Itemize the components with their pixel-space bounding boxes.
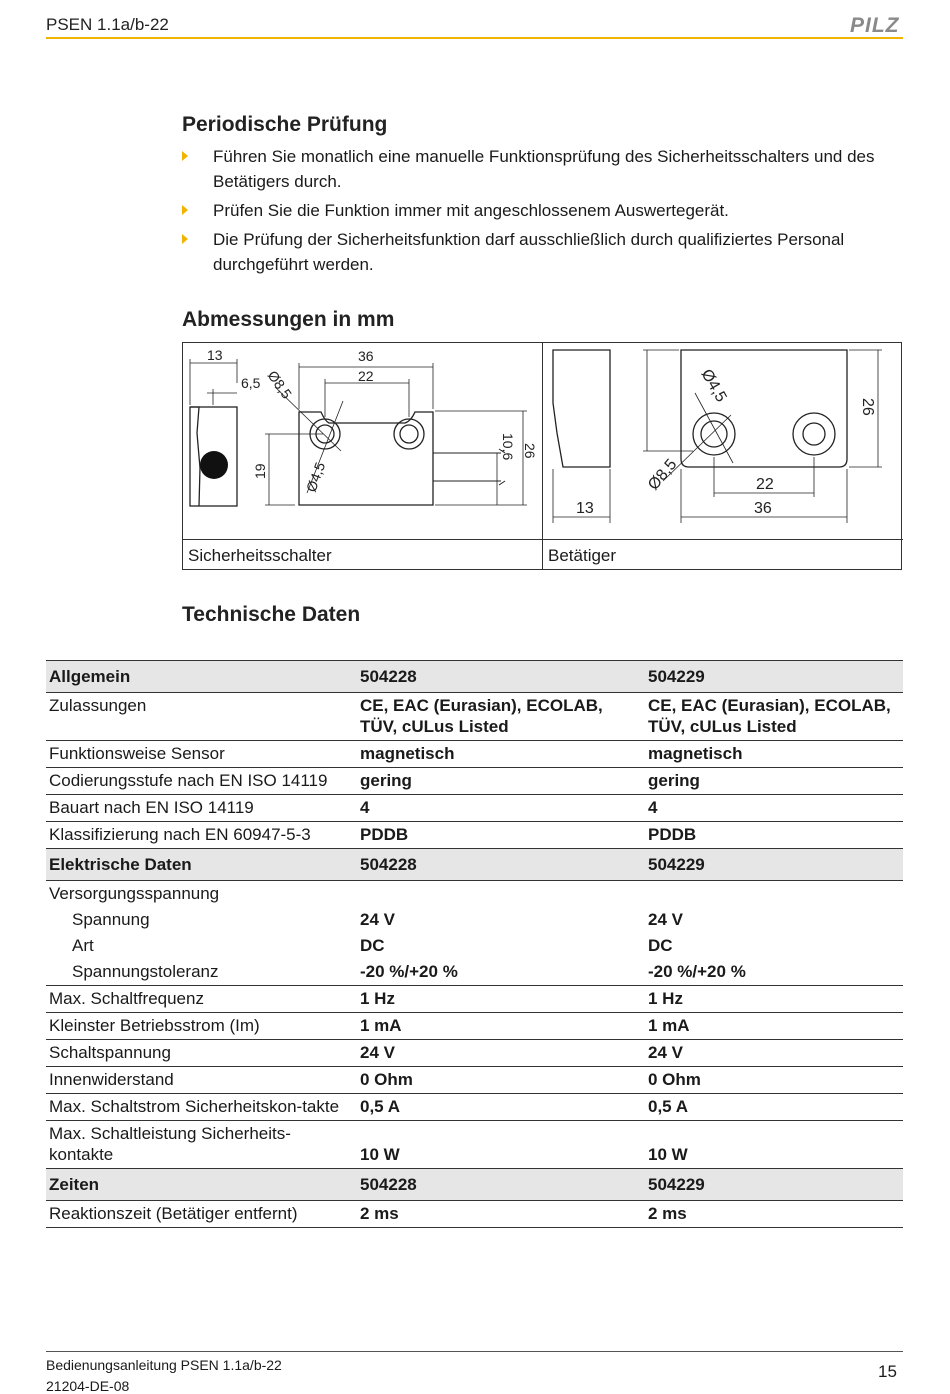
row-value: 10 W [643,1121,903,1169]
row-value: 4 [355,795,643,822]
footer-doc-code: 21204-DE-08 [46,1378,130,1394]
row-value: DC [648,936,673,955]
table-row [46,795,903,822]
header-rule [46,37,903,39]
table-row [46,1040,903,1067]
row-label: Schaltspannung [46,1040,355,1067]
bullet-arrow-icon [182,151,188,161]
row-value: CE, EAC (Eurasian), ECOLAB, TÜV, cULus Listed [643,693,903,741]
row-value: 24 V [648,910,683,929]
table-row [46,1121,903,1169]
table-row [46,1067,903,1094]
list-item [182,144,904,194]
column-header: 504229 [643,849,903,881]
row-value: 24 V [360,910,395,929]
dim-6-5: 6,5 [241,375,261,391]
row-label: Max. Schaltstrom Sicherheitskon-takte [46,1094,355,1121]
row-label: Kleinster Betriebsstrom (Im) [46,1013,355,1040]
row-label: Versorgungsspannung [49,884,220,903]
section-row-general [46,661,903,693]
row-value: -20 %/+20 % [643,959,903,986]
table-subrow [46,907,903,933]
table-row [46,693,903,741]
row-label: Max. Schaltfrequenz [46,986,355,1013]
dims-divider-horizontal [183,539,903,540]
row-value: 2 ms [355,1201,643,1228]
table-row [46,986,903,1013]
list-item [182,227,904,277]
row-value: 4 [643,795,903,822]
row-value: 1 Hz [643,986,903,1013]
technical-data-table [46,660,903,1228]
dimensions-heading: Abmessungen in mm [182,308,395,331]
row-value: 1 Hz [355,986,643,1013]
row-value: 0 Ohm [355,1067,643,1094]
dim-36: 36 [754,500,772,517]
periodic-heading: Periodische Prüfung [182,113,388,136]
row-value: magnetisch [355,741,643,768]
row-label: Zulassungen [46,693,355,741]
row-value: 0 Ohm [643,1067,903,1094]
row-label: Innenwiderstand [46,1067,355,1094]
table-row [46,1013,903,1040]
dims-divider-vertical [542,343,543,570]
pilz-logo: PILZ [850,14,900,37]
footer-doc-title: Bedienungsanleitung PSEN 1.1a/b-22 [46,1357,282,1373]
row-value: gering [355,768,643,795]
table-row-group [46,881,903,908]
row-value: PDDB [643,822,903,849]
header-title: PSEN 1.1a/b-22 [46,15,169,34]
column-header: 504229 [643,1169,903,1201]
list-item-text: Prüfen Sie die Funktion immer mit angeschlossenem Auswertegerät. [213,201,729,220]
dim-d4-5: Ø4,5 [302,460,329,495]
table-subrow [46,933,903,959]
row-value: 1 mA [355,1013,643,1040]
footer-rule [46,1351,903,1352]
list-item [182,198,904,223]
section-row-times [46,1169,903,1201]
section-title: Allgemein [46,661,355,693]
section-row-electrical [46,849,903,881]
dim-26: 26 [859,398,876,416]
row-value: 0,5 A [643,1094,903,1121]
row-value: 24 V [643,1040,903,1067]
row-label: Spannung [72,910,150,929]
table-row [46,1094,903,1121]
row-value: DC [360,936,385,955]
dim-10-6: 10,6 [500,433,516,461]
dim-36: 36 [358,348,374,364]
row-value: 0,5 A [355,1094,643,1121]
row-label: Reaktionszeit (Betätiger entfernt) [46,1201,355,1228]
list-item-text: Die Prüfung der Sicherheitsfunktion darf ausschließlich durch qualifiziertes Personal durchgeführt werden. [213,230,845,274]
row-label: Spannungstoleranz [46,959,355,986]
row-value: -20 %/+20 % [355,959,643,986]
row-value: 1 mA [643,1013,903,1040]
table-row [46,741,903,768]
list-item-text: Führen Sie monatlich eine manuelle Funktionsprüfung des Sicherheitsschalters und des Betätigers durch. [213,147,875,191]
row-label: Klassifizierung nach EN 60947-5-3 [46,822,355,849]
switch-drawing [183,343,542,539]
switch-caption: Sicherheitsschalter [188,546,332,565]
row-value: magnetisch [643,741,903,768]
dim-d8-5: Ø8,5 [645,456,681,494]
table-row [46,822,903,849]
column-header: 504229 [643,661,903,693]
row-value: CE, EAC (Eurasian), ECOLAB, TÜV, cULus Listed [355,693,643,741]
row-label: Art [72,936,94,955]
dim-26: 26 [522,443,538,459]
dim-13: 13 [207,347,223,363]
column-header: 504228 [355,661,643,693]
table-subrow [46,959,903,986]
dim-13: 13 [576,500,594,517]
dimensions-table [182,342,902,570]
row-label: Codierungsstufe nach EN ISO 14119 [46,768,355,795]
row-value: 24 V [355,1040,643,1067]
row-value: 10 W [355,1121,643,1169]
column-header: 504228 [355,849,643,881]
row-label: Funktionsweise Sensor [46,741,355,768]
row-label: Bauart nach EN ISO 14119 [46,795,355,822]
dim-22: 22 [358,368,374,384]
actuator-caption: Betätiger [548,546,617,565]
table-row [46,1201,903,1228]
section-title: Zeiten [46,1169,355,1201]
table-row [46,768,903,795]
row-value: gering [643,768,903,795]
bullet-arrow-icon [182,234,188,244]
section-title: Elektrische Daten [46,849,355,881]
row-value: PDDB [355,822,643,849]
dim-d4-5: Ø4,5 [697,366,730,406]
page-number: 15 [878,1362,897,1381]
row-label: Max. Schaltleistung Sicherheits-kontakte [46,1121,355,1169]
periodic-list [182,144,904,281]
column-header: 504228 [355,1169,643,1201]
actuator-drawing [543,343,902,539]
technical-heading: Technische Daten [182,603,361,626]
bullet-arrow-icon [182,205,188,215]
dim-22: 22 [756,476,774,493]
dim-d8-5: Ø8,5 [264,367,296,402]
row-value: 2 ms [643,1201,903,1228]
dim-19: 19 [252,463,268,479]
